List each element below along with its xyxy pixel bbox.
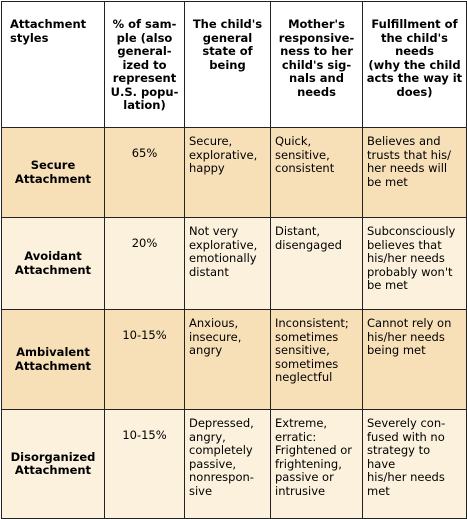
- fulfillment-cell: Severely con- fused with no strategy to have his/her needs met: [363, 410, 467, 519]
- state-cell: Not very explorative, emotionally distant: [185, 218, 271, 310]
- responsiveness-cell: Quick, sensitive, consistent: [271, 128, 363, 218]
- header-mother-responsiveness: Mother's responsive- ness to her child's sig- nals and needs: [271, 2, 363, 128]
- header-row: [2, 2, 467, 128]
- header-fulfillment: Fulfillment of the child's needs (why the child acts the way it does): [363, 2, 467, 128]
- style-cell: Secure Attachment: [2, 128, 105, 218]
- responsiveness-cell: Distant, disengaged: [271, 218, 363, 310]
- header-child-state: The child's general state of being: [185, 2, 271, 128]
- state-cell: Secure, explorative, happy: [185, 128, 271, 218]
- percent-cell: 20%: [105, 218, 185, 310]
- table-row-ambivalent: [2, 310, 467, 410]
- header-attachment-styles: Attachment styles: [2, 2, 105, 128]
- percent-cell: 65%: [105, 128, 185, 218]
- table-row-secure: [2, 128, 467, 218]
- state-cell: Depressed, angry, completely passive, nonrespon- sive: [185, 410, 271, 519]
- responsiveness-cell: Extreme, erratic: Frightened or frightening, passive or intrusive: [271, 410, 363, 519]
- percent-cell: 10-15%: [105, 310, 185, 410]
- responsiveness-cell: Inconsistent; sometimes sensitive, sometimes neglectful: [271, 310, 363, 410]
- table-row-avoidant: [2, 218, 467, 310]
- header-percent-of-sample: % of sam- ple (also general- ized to represent U.S. popu- lation): [105, 2, 185, 128]
- style-cell: Ambivalent Attachment: [2, 310, 105, 410]
- attachment-styles-table: [1, 1, 467, 519]
- percent-cell: 10-15%: [105, 410, 185, 519]
- state-cell: Anxious, insecure, angry: [185, 310, 271, 410]
- style-cell: Disorganized Attachment: [2, 410, 105, 519]
- table-row-disorganized: [2, 410, 467, 519]
- fulfillment-cell: Cannot rely on his/her needs being met: [363, 310, 467, 410]
- style-cell: Avoidant Attachment: [2, 218, 105, 310]
- fulfillment-cell: Believes and trusts that his/ her needs will be met: [363, 128, 467, 218]
- fulfillment-cell: Subconsciously believes that his/her needs probably won't be met: [363, 218, 467, 310]
